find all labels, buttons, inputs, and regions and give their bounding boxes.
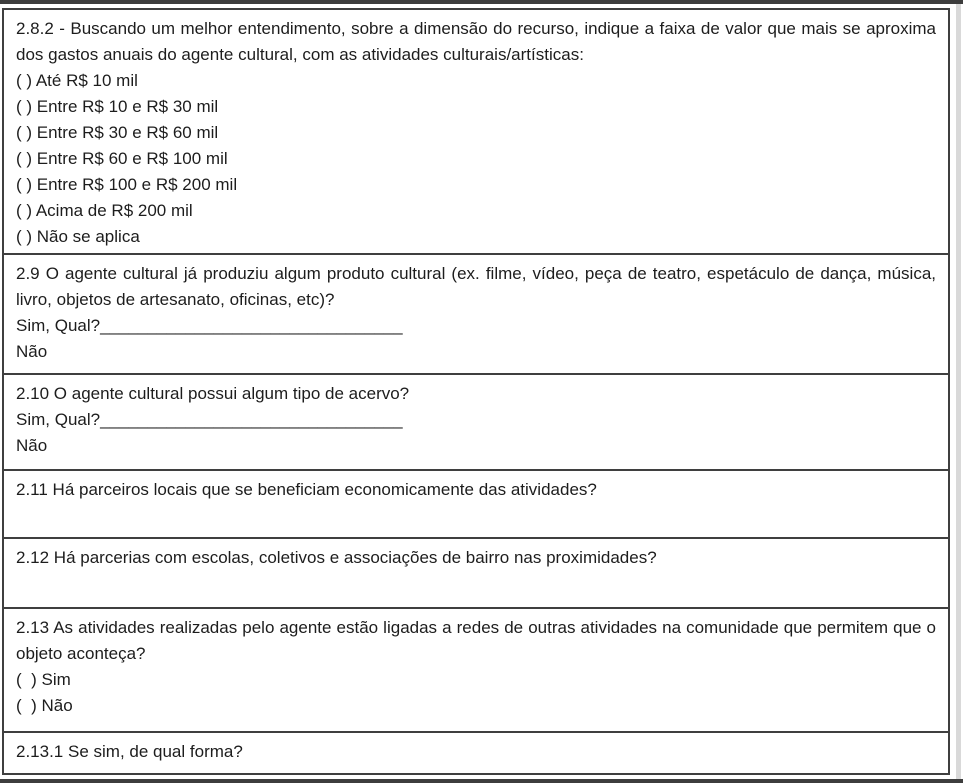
option-nao-se-aplica: ( ) Não se aplica: [16, 227, 140, 246]
question-text: 2.11 Há parceiros locais que se beneficiam economicamente das atividades?: [16, 480, 597, 499]
question-text: 2.9 O agente cultural já produziu algum produto cultural (ex. filme, vídeo, peça de teatro, espetáculo de dança, música, livro, objetos de artesanato, oficinas, etc)?: [16, 264, 936, 309]
question-text: 2.13.1 Se sim, de qual forma?: [16, 742, 243, 761]
question-row-2-8-2: [4, 10, 948, 255]
question-text: 2.8.2 - Buscando um melhor entendimento, sobre a dimensão do recurso, indique a faixa de valor que mais se aproxima dos gastos anuais do agente cultural, com as atividades culturais/artísticas:: [16, 19, 936, 64]
option-sim: ( ) Sim: [16, 670, 71, 689]
question-row-2-11: [4, 471, 948, 539]
option-entre-60-100-mil: ( ) Entre R$ 60 e R$ 100 mil: [16, 149, 228, 168]
question-row-2-10: [4, 375, 948, 471]
question-row-2-13: [4, 609, 948, 733]
question-row-2-9: [4, 255, 948, 375]
option-entre-10-30-mil: ( ) Entre R$ 10 e R$ 30 mil: [16, 97, 219, 116]
option-entre-100-200-mil: ( ) Entre R$ 100 e R$ 200 mil: [16, 175, 238, 194]
question-text: 2.10 O agente cultural possui algum tipo de acervo?: [16, 384, 410, 403]
question-row-2-12: [4, 539, 948, 609]
option-nao: ( ) Não: [16, 696, 73, 715]
top-edge-bar: [0, 0, 963, 4]
questionnaire-table: [2, 8, 950, 775]
option-acima-200-mil: ( ) Acima de R$ 200 mil: [16, 201, 193, 220]
answer-nao: Não: [16, 342, 48, 361]
right-page-edge-strip: [956, 0, 961, 783]
answer-nao: Não: [16, 436, 48, 455]
answer-sim-qual-blank: Sim, Qual?________________________________: [16, 410, 403, 429]
question-row-2-13-1: [4, 733, 948, 773]
question-text: 2.13 As atividades realizadas pelo agente estão ligadas a redes de outras atividades na comunidade que permitem que o objeto aconteça?: [16, 618, 936, 663]
answer-sim-qual-blank: Sim, Qual?________________________________: [16, 316, 403, 335]
bottom-edge-bar: [0, 779, 963, 783]
question-text: 2.12 Há parcerias com escolas, coletivos e associações de bairro nas proximidades?: [16, 548, 657, 567]
option-entre-30-60-mil: ( ) Entre R$ 30 e R$ 60 mil: [16, 123, 219, 142]
option-ate-10-mil: ( ) Até R$ 10 mil: [16, 71, 138, 90]
